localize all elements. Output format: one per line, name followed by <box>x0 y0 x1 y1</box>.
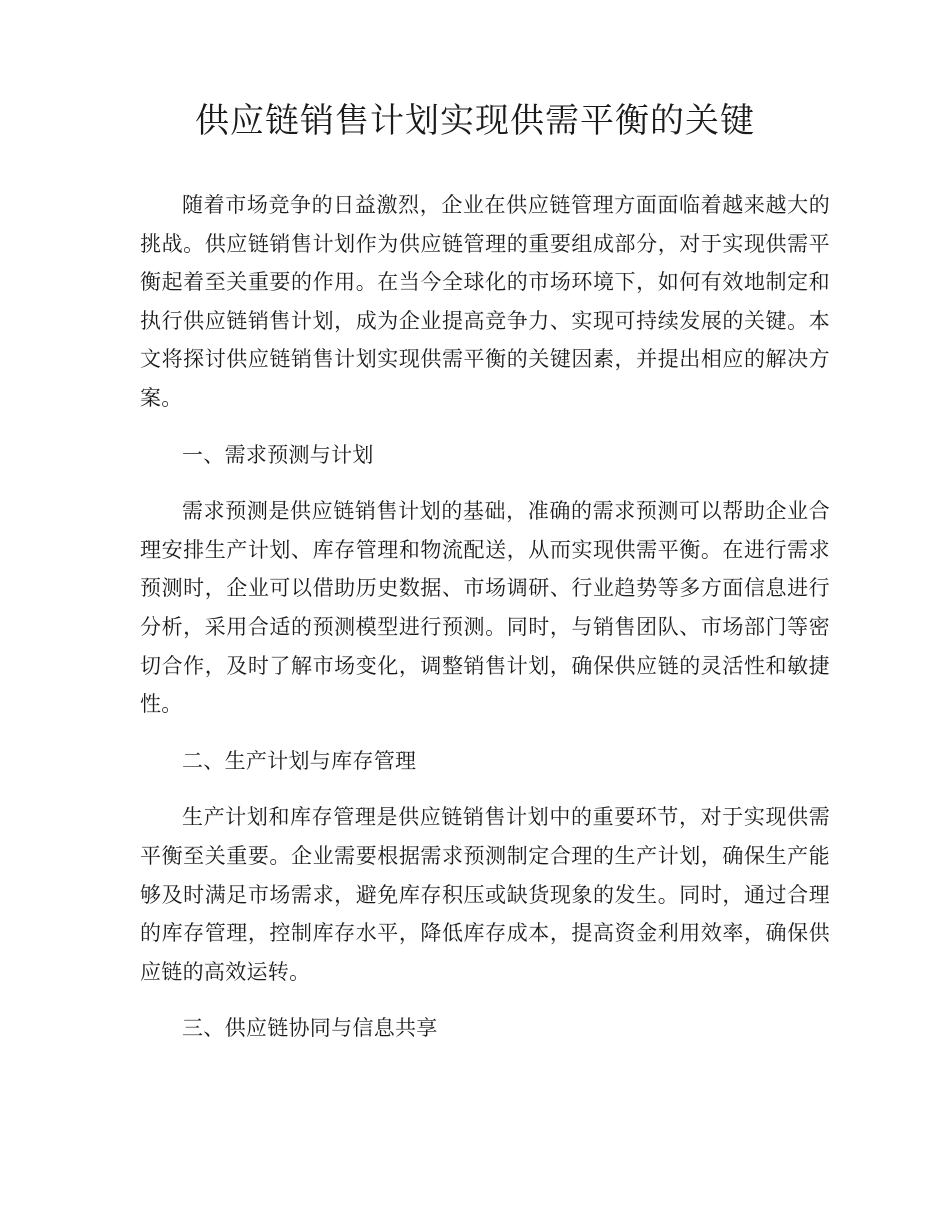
section-paragraph-production-inventory: 生产计划和库存管理是供应链销售计划中的重要环节，对于实现供需平衡至关重要。企业需要根据需求预测制定合理的生产计划，确保生产能够及时满足市场需求，避免库存积压或缺货现象的发生。同时，通过合理的库存管理，控制库存水平，降低库存成本，提高资金利用效率，确保供应链的高效运转。 <box>140 805 830 984</box>
section-heading-supply-chain-collaboration: 三、供应链协同与信息共享 <box>182 1016 438 1041</box>
document-title: 供应链销售计划实现供需平衡的关键 <box>195 101 755 141</box>
section-heading-production-inventory: 二、生产计划与库存管理 <box>182 748 417 773</box>
section-heading-demand-forecast: 一、需求预测与计划 <box>182 442 374 467</box>
section-paragraph-demand-forecast: 需求预测是供应链销售计划的基础，准确的需求预测可以帮助企业合理安排生产计划、库存管理和物流配送，从而实现供需平衡。在进行需求预测时，企业可以借助历史数据、市场调研、行业趋势等多方面信息进行分析，采用合适的预测模型进行预测。同时，与销售团队、市场部门等密切合作，及时了解市场变化，调整销售计划，确保供应链的灵活性和敏捷性。 <box>140 499 830 717</box>
intro-paragraph: 随着市场竞争的日益激烈，企业在供应链管理方面面临着越来越大的挑战。供应链销售计划作为供应链管理的重要组成部分，对于实现供需平衡起着至关重要的作用。在当今全球化的市场环境下，如何有效地制定和执行供应链销售计划，成为企业提高竞争力、实现可持续发展的关键。本文将探讨供应链销售计划实现供需平衡的关键因素，并提出相应的解决方案。 <box>140 193 830 410</box>
document-body <box>140 186 830 1066</box>
